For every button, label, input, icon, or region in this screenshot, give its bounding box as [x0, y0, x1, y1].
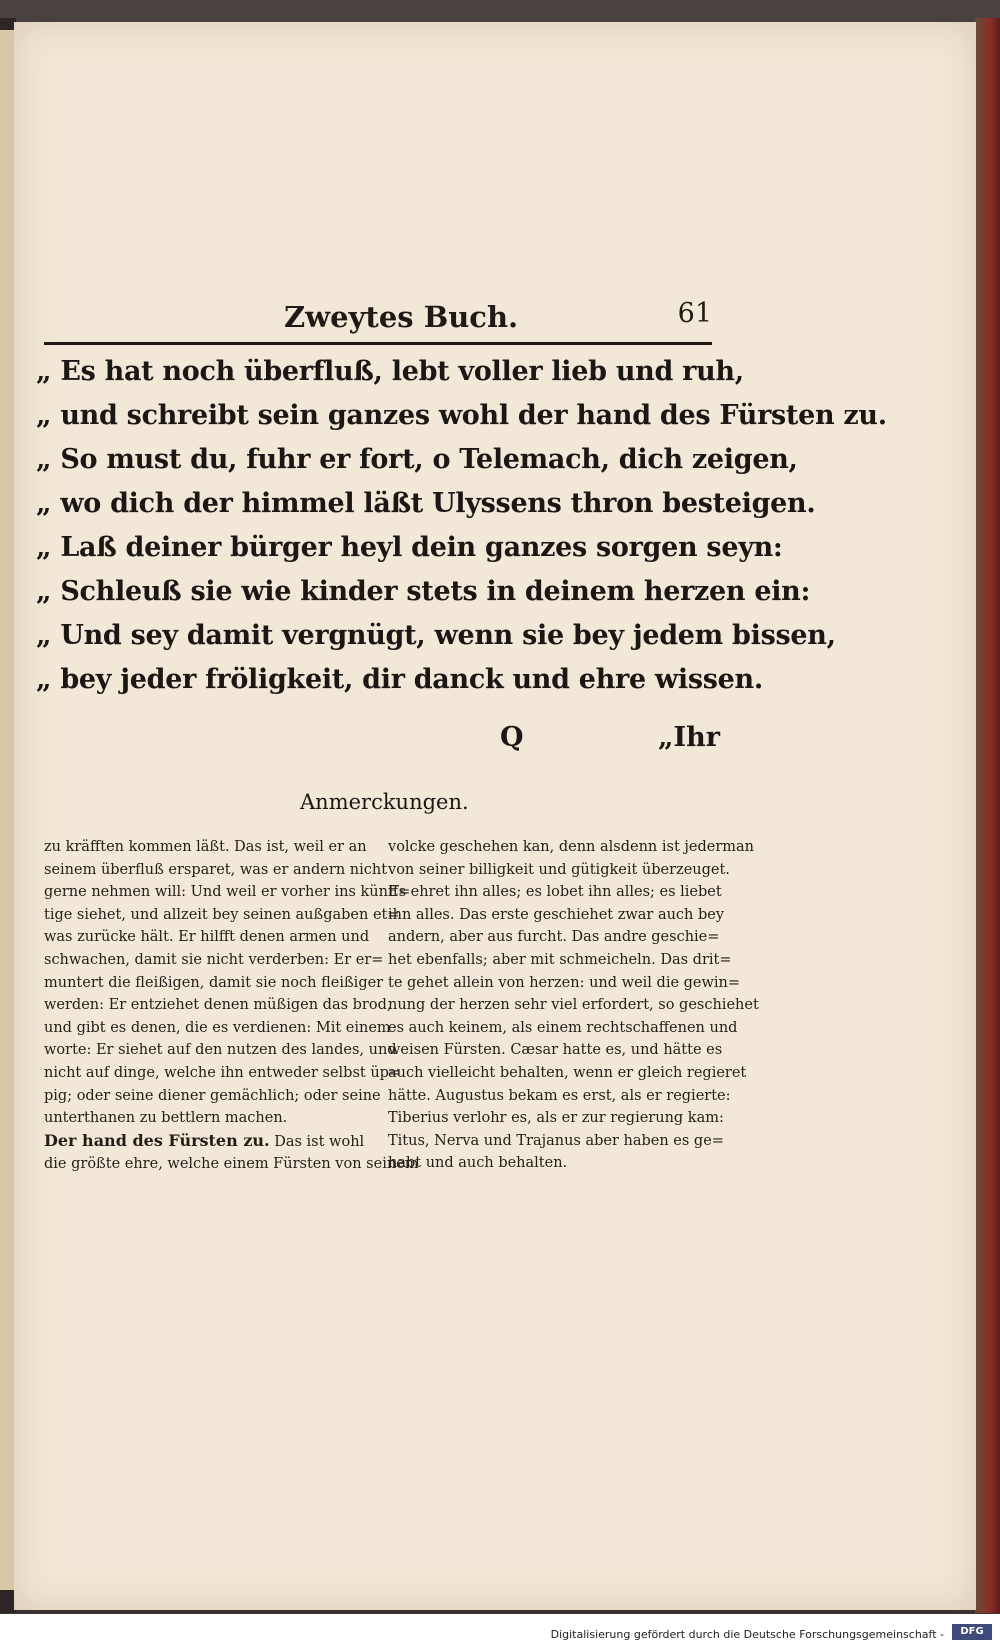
digitization-credit: Digitalisierung gefördert durch die Deutsche Forschungsgemeinschaft -: [550, 1628, 944, 1641]
note-line: habt und auch behalten.: [388, 1155, 568, 1172]
note-line: Es ehret ihn alles; es lobet ihn alles; es liebet: [388, 884, 722, 901]
notes-column-left: [44, 836, 419, 1176]
dfg-logo: DFG: [952, 1624, 992, 1640]
note-line: unterthanen zu bettlern machen.: [44, 1110, 288, 1127]
note-line: schwachen, damit sie nicht verderben: Er er=: [44, 951, 384, 968]
header-rule: [44, 342, 712, 345]
note-line: worte: Er siehet auf den nutzen des landes, und: [44, 1042, 397, 1059]
verse-line: „ So must du, fuhr er fort, o Telemach, dich zeigen,: [36, 444, 798, 475]
note-line: auch vielleicht behalten, wenn er gleich regieret: [388, 1064, 747, 1081]
book-page: [14, 22, 976, 1610]
note-line: nicht auf dinge, welche ihn entweder selbst üp=: [44, 1064, 402, 1081]
note-line: zu kräfften kommen läßt. Das ist, weil er an: [44, 839, 367, 855]
note-line: nung der herzen sehr viel erfordert, so geschiehet: [388, 997, 759, 1014]
verse-line: „ Es hat noch überfluß, lebt voller lieb und ruh,: [36, 356, 744, 387]
note-line: weisen Fürsten. Cæsar hatte es, und hätte es: [388, 1042, 723, 1059]
note-lemma: Der hand des Fürsten zu.: [44, 1130, 270, 1150]
note-line: volcke geschehen kan, denn alsdenn ist jederman: [388, 839, 754, 855]
note-line: hätte. Augustus bekam es erst, als er regierte:: [388, 1087, 731, 1104]
note-line: die größte ehre, welche einem Fürsten von seinem: [44, 1156, 419, 1173]
verse-line: „ Laß deiner bürger heyl dein ganzes sorgen seyn:: [36, 532, 783, 563]
note-line: te gehet allein von herzen: und weil die gewin=: [388, 974, 741, 991]
verse-line: „ bey jeder fröligkeit, dir danck und ehre wissen.: [36, 664, 763, 695]
note-line: Tiberius verlohr es, als er zur regierung kam:: [388, 1110, 724, 1127]
verse-line: „ Schleuß sie wie kinder stets in deinem herzen ein:: [36, 576, 811, 607]
note-line: gerne nehmen will: Und weil er vorher ins künff=: [44, 884, 411, 901]
book-binding-edge: [975, 18, 1000, 1613]
note-line: andern, aber aus furcht. Das andre geschie=: [388, 929, 720, 946]
catchword-line: [500, 722, 720, 762]
note-line: seinem überfluß ersparet, was er andern nicht: [44, 861, 388, 878]
note-lemma-line: [44, 1130, 372, 1154]
note-line: tige siehet, und allzeit bey seinen außgaben et=: [44, 906, 400, 923]
running-head: [44, 296, 712, 336]
note-line: Titus, Nerva und Trajanus aber haben es ge=: [388, 1132, 724, 1149]
note-line: was zurücke hält. Er hilfft denen armen und: [44, 929, 370, 946]
running-head-title: Zweytes Buch.: [284, 300, 519, 334]
notes-heading: Anmerckungen.: [300, 790, 469, 814]
signature-mark: Q: [500, 722, 524, 753]
verse-block: [36, 350, 887, 702]
note-line: und gibt es denen, die es verdienen: Mit einem: [44, 1019, 391, 1036]
note-line: von seiner billigkeit und gütigkeit überzeuget.: [388, 861, 730, 878]
verse-line: „ und schreibt sein ganzes wohl der hand des Fürsten zu.: [36, 400, 887, 431]
verse-line: „ wo dich der himmel läßt Ulyssens thron besteigen.: [36, 488, 816, 519]
note-line: pig; oder seine diener gemächlich; oder seine: [44, 1087, 381, 1104]
note-line: het ebenfalls; aber mit schmeicheln. Das drit=: [388, 951, 732, 968]
note-line: es auch keinem, als einem rechtschaffenen und: [388, 1019, 738, 1036]
verse-line: „ Und sey damit vergnügt, wenn sie bey jedem bissen,: [36, 620, 836, 651]
notes-column-right: [388, 836, 759, 1175]
book-top-edge: [0, 0, 1000, 22]
note-line: muntert die fleißigen, damit sie noch fleißiger: [44, 974, 384, 991]
note-line: ihn alles. Das erste geschiehet zwar auch bey: [388, 906, 725, 923]
note-line: werden: Er entziehet denen müßigen das brod,: [44, 997, 392, 1014]
note-lemma-continuation: Das ist wohl: [269, 1133, 365, 1150]
page-number: 61: [677, 298, 712, 329]
catchword: „Ihr: [657, 722, 720, 753]
